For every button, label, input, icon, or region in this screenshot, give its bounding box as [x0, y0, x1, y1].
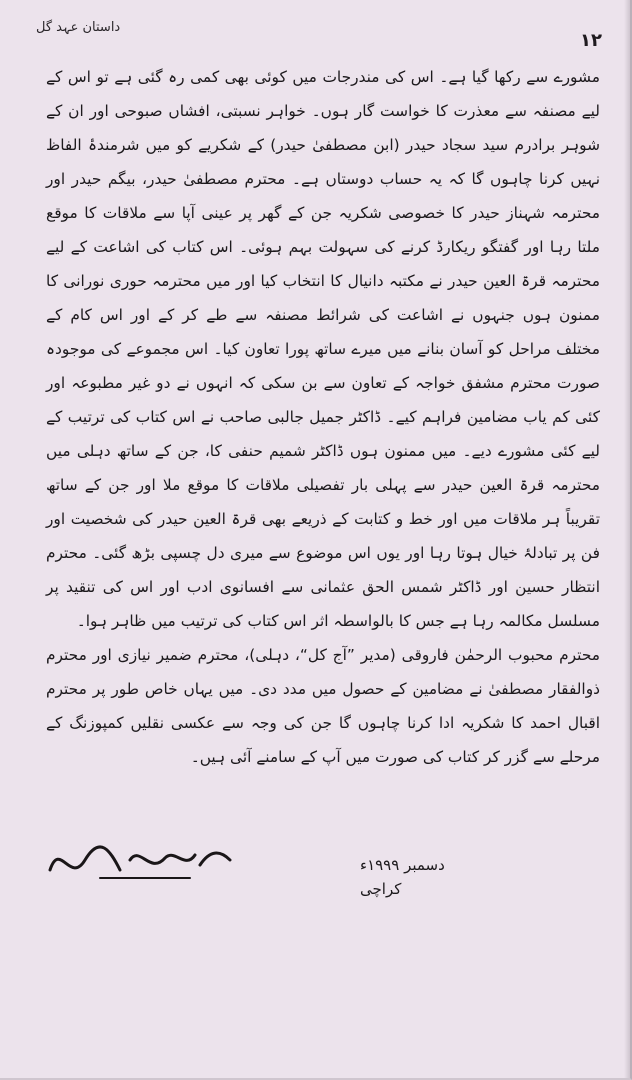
- place-line: کراچی: [360, 880, 402, 898]
- running-head: داستان عہد گل: [36, 20, 121, 35]
- page-edge-shadow: [624, 0, 630, 1078]
- paragraph-2: محترم محبوب الرحمٰن فاروقی (مدیر ”آج کل“، دہلی)، محترم ضمیر نیازی اور محترم ذوالفقار مصطفیٰ نے مضامین کے حصول میں مدد دی۔ میں یہاں خاص طور پر محترم اقبال احمد کا شکریہ ادا کرنا چاہوں گا جن کی وجہ سے عکسی نقلیں کمپوزنگ کے مرحلے سے گزر کر کتاب کی صورت میں آپ کے سامنے آئی ہیں۔: [46, 646, 600, 766]
- handwritten-signature: [40, 830, 240, 890]
- body-text: [46, 60, 600, 774]
- page-number: ۱۲: [580, 30, 602, 51]
- paragraph-1: مشورے سے رکھا گیا ہے۔ اس کی مندرجات میں کوئی بھی کمی رہ گئی ہے تو اس کے لیے مصنفہ سے معذرت کا خواست گار ہوں۔ خواہر نسبتی، افشاں صبوحی اور ان کے شوہر برادرم سید سجاد حیدر (ابن مصطفیٰ حیدر) کے شکریے کو میں شرمندۂ الفاظ نہیں کرنا چاہوں گا کہ یہ حساب دوستاں ہے۔ محترم مصطفیٰ حیدر، بیگم حیدر اور محترمہ شہناز حیدر کا خصوصی شکریہ جن کے گھر پر عینی آپا سے ملاقات کا موقع ملتا رہا اور گفتگو ریکارڈ کرنے کی سہولت بہم ہوئی۔ اس کتاب کی اشاعت کے لیے محترمہ قرۃ العین حیدر نے مکتبہ دانیال کا انتخاب کیا اور میں محترمہ حوری نورانی کا ممنون ہوں جنہوں نے اشاعت کی شرائط مصنفہ سے طے کر کے اور اس کام کے مختلف مراحل کو آسان بنانے میں میرے ساتھ پورا تعاون کیا۔ اس مجموعے کی موجودہ صورت محترم مشفق خواجہ کے تعاون سے بن سکی کہ انہوں نے دو غیر مطبوعہ اور کئی کم یاب مضامین فراہم کیے۔ ڈاکٹر جمیل جالبی صاحب نے اس کتاب کی ترتیب کے لیے کئی مشورے دیے۔ میں ممنون ہوں ڈاکٹر شمیم حنفی کا، جن کے ساتھ دہلی میں محترمہ قرۃ العین حیدر سے پہلی بار تفصیلی ملاقات کا موقع ملا اور جن کے ساتھ تقریباً ہر ملاقات میں اور خط و کتابت کے ذریعے بھی قرۃ العین حیدر کی شخصیت اور فن پر تبادلۂ خیال ہوتا رہا اور یوں اس موضوع سے میری دل چسپی بڑھ گئی۔ محترم انتظار حسین اور ڈاکٹر شمس الحق عثمانی سے افسانوی ادب اور اس کی تنقید پر مسلسل مکالمہ رہا ہے جس کا بالواسطہ اثر اس کتاب کی ترتیب میں ظاہر ہوا۔: [46, 68, 600, 630]
- date-line: دسمبر ۱۹۹۹ء: [360, 856, 445, 874]
